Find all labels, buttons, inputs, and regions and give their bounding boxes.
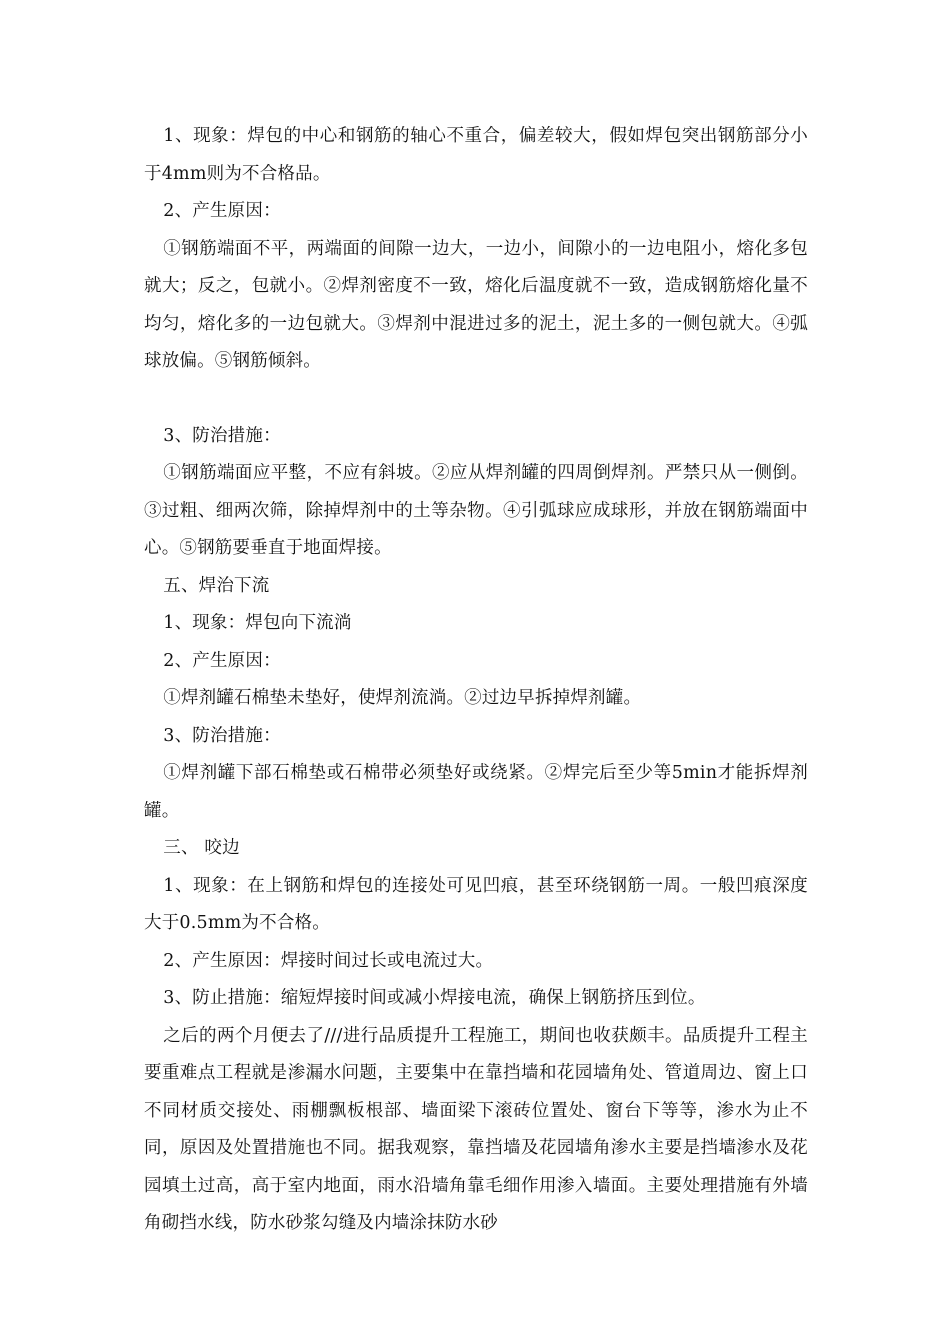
paragraph-phenomenon-3: 1、现象：在上钢筋和焊包的连接处可见凹痕，甚至环绕钢筋一周。一般凹痕深度大于0.5mm为不合格。 [144, 875, 808, 933]
paragraph-cause-heading-2: 2、产生原因： [163, 650, 281, 671]
paragraph-summary: 之后的两个月便去了///进行品质提升工程施工，期间也收获颇丰。品质提升工程主要重难点工程就是渗漏水问题，主要集中在靠挡墙和花园墙角处、管道周边、窗上口不同材质交接处、雨棚飘板根部、墙面梁下滚砖位置处、窗台下等等，渗水为止不同，原因及处置措施也不同。据我观察，靠挡墙及花园墙角渗水主要是挡墙渗水及花园填土过高，高于室内地面，雨水沿墙角靠毛细作用渗入墙面。主要处理措施有外墙角砌挡水线，防水砂浆勾缝及内墙涂抹防水砂 [144, 1025, 808, 1233]
paragraph-cause-3: 2、产生原因：焊接时间过长或电流过大。 [163, 950, 494, 971]
paragraph-measure-detail-1: ①钢筋端面应平整，不应有斜坡。②应从焊剂罐的四周倒焊剂。严禁只从一侧倒。③过粗、细两次筛，除掉焊剂中的土等杂物。④引弧球应成球形，并放在钢筋端面中心。⑤钢筋要垂直于地面焊接。 [144, 463, 808, 558]
paragraph-phenomenon-2: 1、现象：焊包向下流淌 [163, 613, 352, 633]
paragraph-cause-detail-1: ①钢筋端面不平，两端面的间隙一边大，一边小，间隙小的一边电阻小，熔化多包就大；反之，包就小。②焊剂密度不一致，熔化后温度就不一致，造成钢筋熔化量不均匀，熔化多的一边包就大。③焊剂中混进过多的泥土，泥土多的一侧包就大。④弧球放偏。⑤钢筋倾斜。 [144, 238, 808, 371]
paragraph-measure-detail-2: ①焊剂罐下部石棉垫或石棉带必须垫好或绕紧。②焊完后至少等5min才能拆焊剂罐。 [144, 763, 808, 821]
paragraph-spacer [144, 381, 808, 418]
paragraph-measure-3: 3、防止措施：缩短焊接时间或减小焊接电流，确保上钢筋挤压到位。 [163, 988, 706, 1008]
section-heading-3: 三、 咬边 [163, 838, 240, 858]
paragraph-measure-heading-1: 3、防治措施： [163, 425, 281, 446]
paragraph-cause-detail-2: ①焊剂罐石棉垫未垫好，使焊剂流淌。②过边早拆掉焊剂罐。 [163, 688, 642, 708]
paragraph-cause-heading-1: 2、产生原因： [163, 201, 281, 221]
section-heading-5: 五、焊治下流 [163, 575, 270, 596]
paragraph-phenomenon-1: 1、现象：焊包的中心和钢筋的轴心不重合，偏差较大，假如焊包突出钢筋部分小于4mm则为不合格品。 [144, 126, 808, 184]
document-body [144, 118, 808, 1243]
paragraph-measure-heading-2: 3、防治措施： [163, 725, 281, 746]
